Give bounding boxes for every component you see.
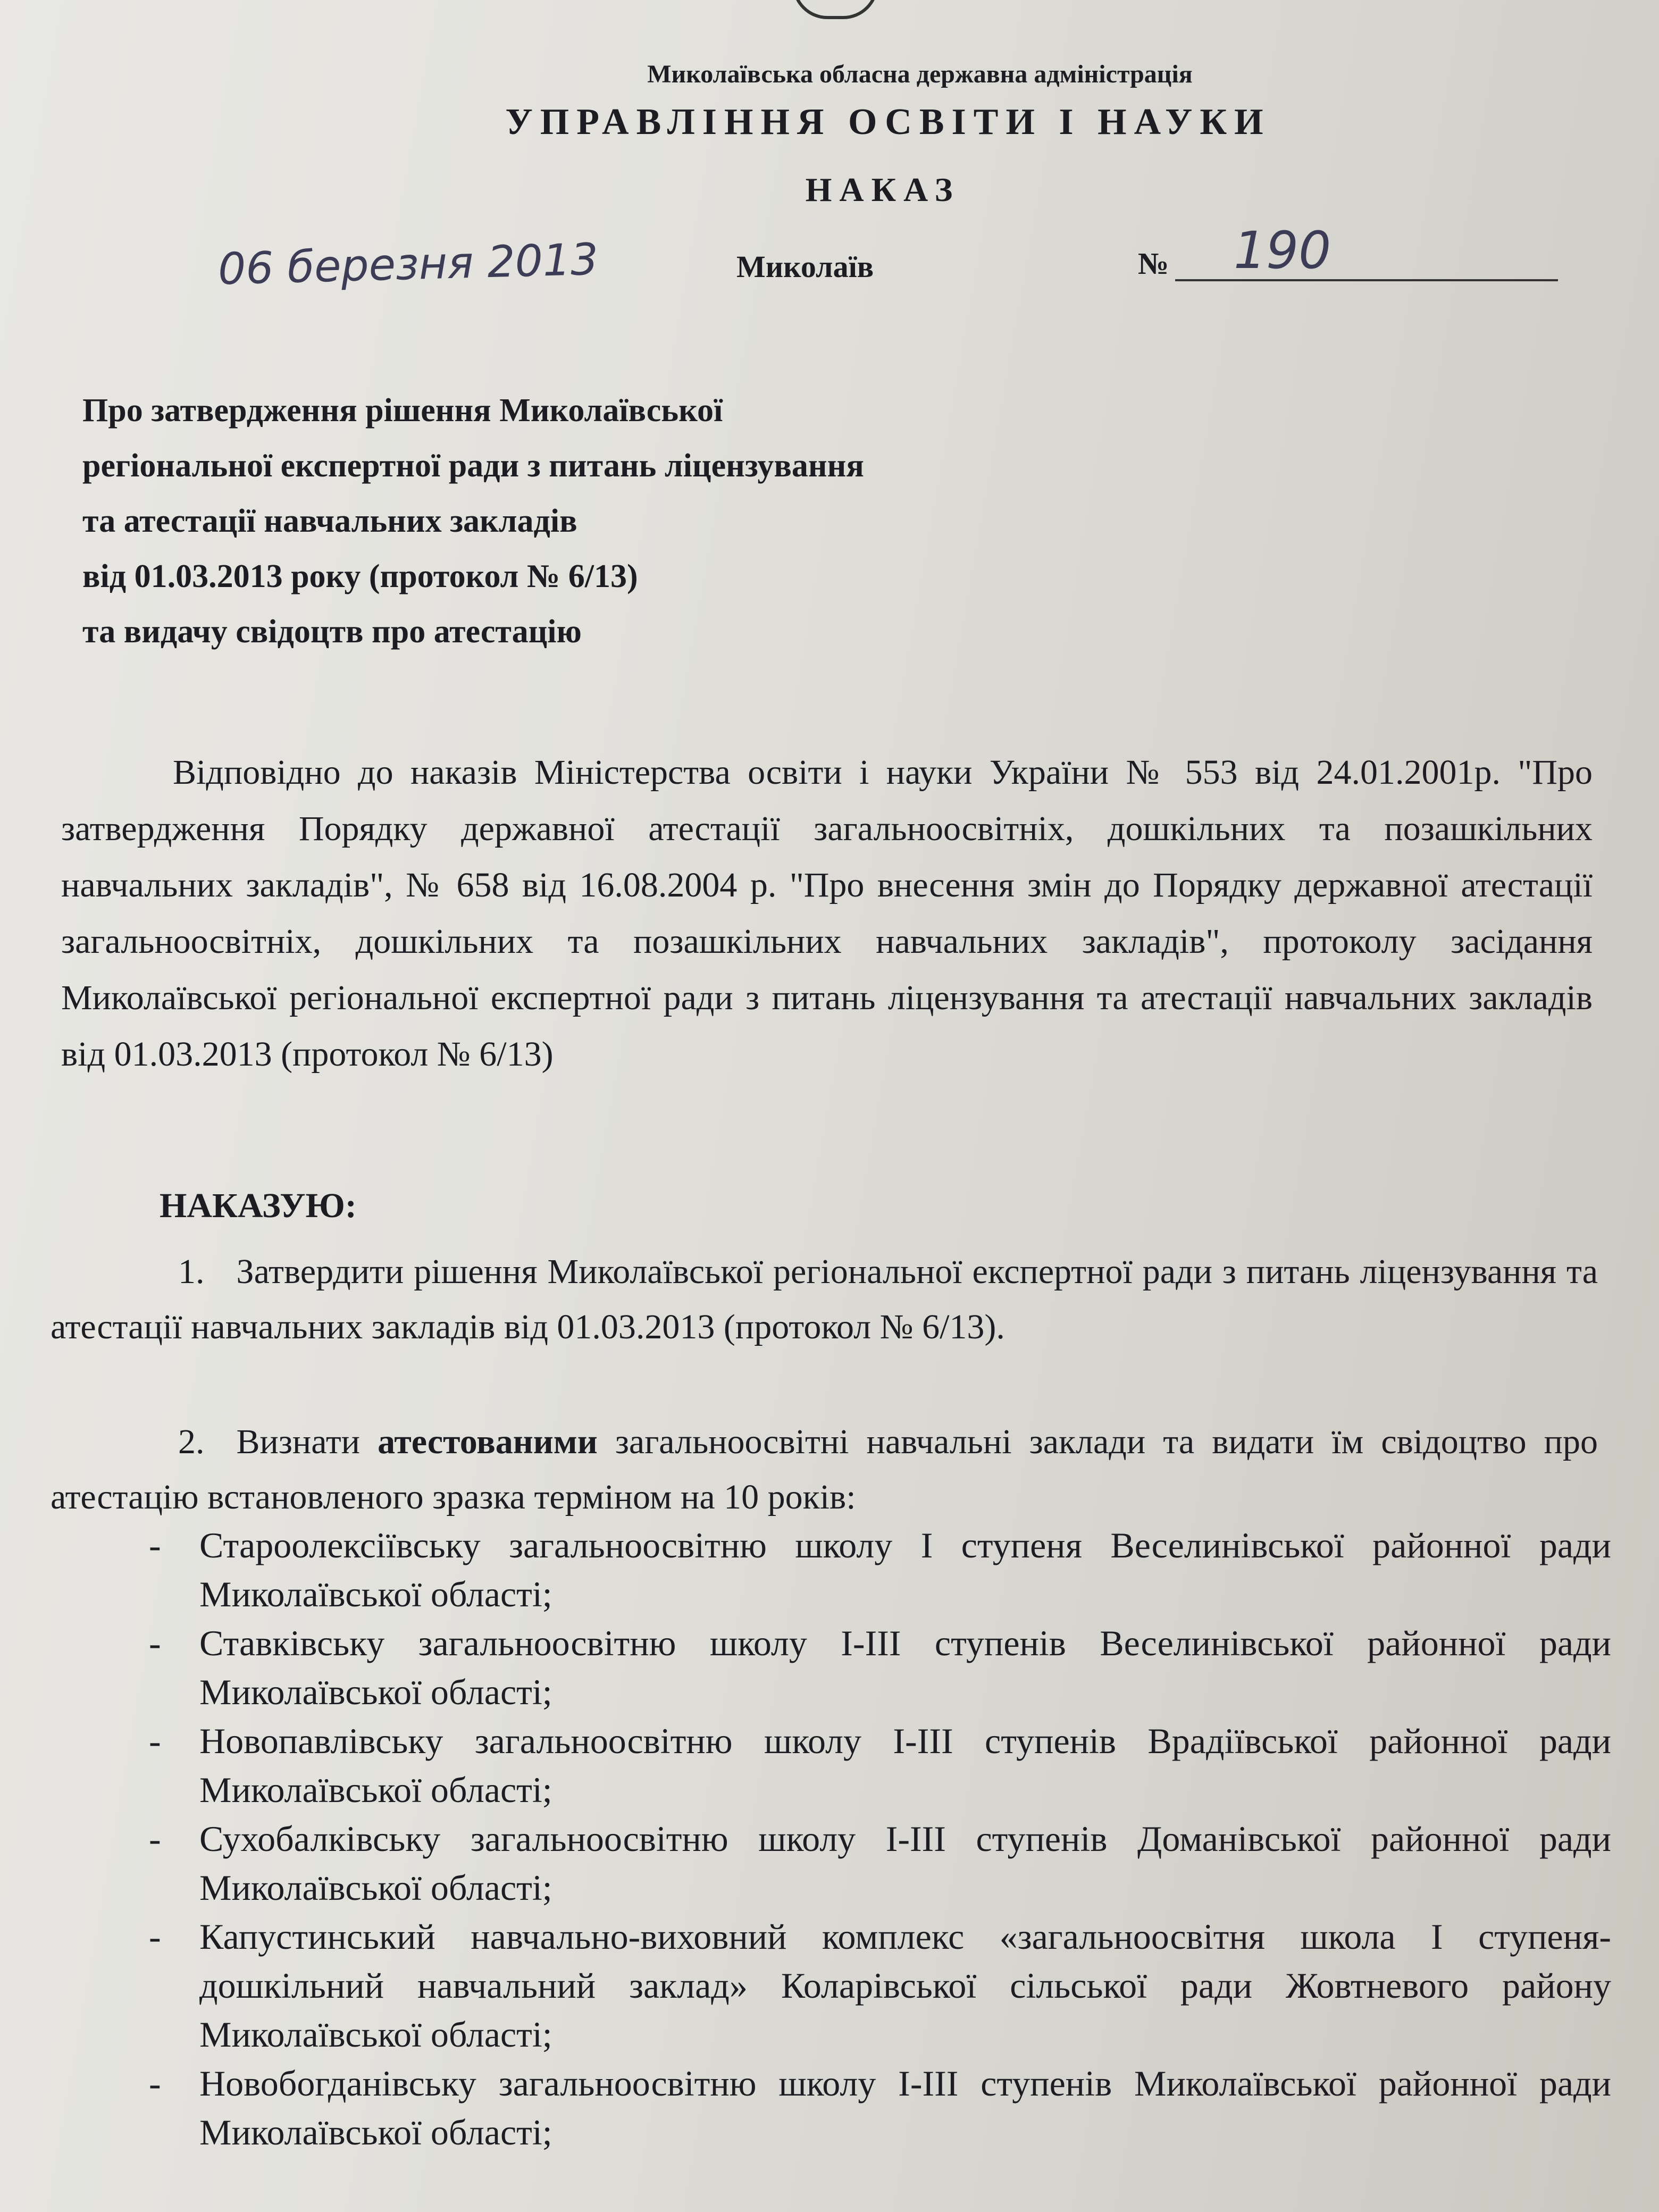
document-type: НАКАЗ (805, 171, 960, 208)
list-item: - Новобогданівську загальноосвітню школу І-ІІІ ступенів Миколаївської районної ради Миколаївської області; (144, 2059, 1611, 2157)
list-item: - Сухобалківську загальноосвітню школу І-ІІІ ступенів Доманівської районної ради Миколаївської області; (144, 1814, 1611, 1912)
list-item: - Ставківську загальноосвітню школу І-ІІІ ступенів Веселинівської районної ради Миколаївської області; (144, 1619, 1611, 1716)
title-line: від 01.03.2013 року (протокол № 6/13) (82, 558, 638, 594)
handwritten-number: 190 (1234, 221, 1331, 280)
handwritten-date: 06 березня 2013 (217, 234, 599, 295)
preamble-rest: 24.01.2001р. "Про затвердження Порядку державної атестації загальноосвітніх, дошкільних та позашкільних навчальних закладів", № 658 від 16.08.2004 р. "Про внесення змін до Порядку державної атестації загальноосвітніх, дошкільних та позашкільних навчальних закладів", протоколу засідання Миколаївської регіональної експертної ради з питань ліцензування та атестації навчальних закладів від 01.03.2013 (протокол № 6/13) (61, 753, 1593, 1074)
item-text: Затвердити рішення Миколаївської регіональної експертної ради з питань ліцензування та атестації навчальних закладів від 01.03.2013 (протокол № 6/13). (51, 1252, 1598, 1346)
item-number: 2. (178, 1422, 205, 1461)
order-item-2 (51, 1414, 1598, 1525)
preamble-paragraph (61, 744, 1593, 1083)
order-heading: НАКАЗУЮ: (160, 1186, 357, 1225)
order-title (82, 383, 864, 659)
school-list (144, 1521, 1611, 2157)
administration-name: Миколаївська обласна державна адміністрація (647, 60, 1193, 88)
order-item-1 (51, 1244, 1598, 1355)
department-name: УПРАВЛІННЯ ОСВІТИ І НАУКИ (505, 102, 1271, 143)
preamble-first: Відповідно до наказів Міністерства освіти і науки України № 553 від (173, 753, 1300, 792)
number-label: № (1138, 246, 1169, 281)
item-number: 1. (178, 1252, 205, 1291)
city-name: Миколаїв (736, 249, 874, 284)
list-item: - Капустинський навчально-виховний комплекс «загальноосвітня школа І ступеня-дошкільний навчальний заклад» Коларівської сільської ради Жовтневого району Миколаївської області; (144, 1912, 1611, 2059)
title-line: Про затвердження рішення Миколаївської (82, 392, 723, 429)
list-item: - Новопавлівську загальноосвітню школу І-ІІІ ступенів Врадіївської районної ради Миколаївської області; (144, 1716, 1611, 1814)
title-line: та атестації навчальних закладів (82, 503, 577, 539)
title-line: та видачу свідоцтв про атестацію (82, 614, 582, 650)
item-lead: Визнати (236, 1422, 378, 1461)
title-line: регіональної експертної ради з питань ліцензування (82, 448, 864, 484)
item-text: загальноосвітні навчальні заклади та видати їм свідоцтво про атестацію встановленого зразка терміном на 10 років: (51, 1422, 1598, 1516)
coat-of-arms-emblem (792, 0, 878, 19)
list-item: - Староолексіївську загальноосвітню школу І ступеня Веселинівської районної ради Миколаївської області; (144, 1521, 1611, 1619)
number-underline (1175, 279, 1558, 281)
item-emphasis: атестованими (378, 1422, 598, 1461)
